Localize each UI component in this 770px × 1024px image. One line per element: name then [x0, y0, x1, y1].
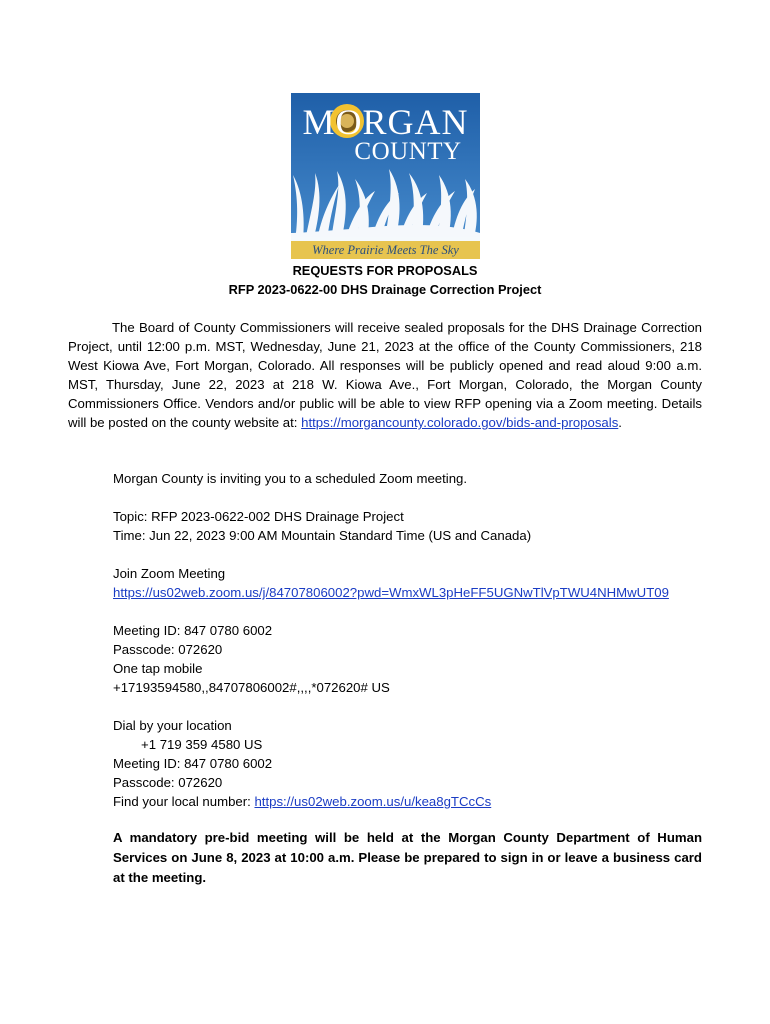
header-title: REQUESTS FOR PROPOSALS	[292, 263, 478, 278]
local-number-link[interactable]: https://us02web.zoom.us/u/kea8gTCcCs	[254, 794, 492, 809]
local-number-label: Find your local number:	[113, 794, 255, 809]
meeting-id-2: Meeting ID: 847 0780 6002	[113, 756, 273, 771]
bids-proposals-link[interactable]: https://morgancounty.colorado.gov/bids-and-proposals	[301, 415, 619, 430]
zoom-time: Time: Jun 22, 2023 9:00 AM Mountain Standard Time (US and Canada)	[113, 528, 532, 543]
one-tap-label: One tap mobile	[113, 661, 203, 676]
intro-period: .	[618, 415, 622, 430]
dial-number: +1 719 359 4580 US	[141, 737, 263, 752]
join-zoom-label: Join Zoom Meeting	[113, 566, 226, 581]
intro-text: The Board of County Commissioners will receive sealed proposals for the DHS Drainage Correction Project, until 12:00 p.m. MST, Wednesday, June 21, 2023 at the office of the County Commissioners, 218 West Kiowa Ave, Fort Morgan, Colorado. All responses will be publicly opened and read aloud 9:00 a.m. MST, Thursday, June 22, 2023 at 218 W. Kiowa Ave., Fort Morgan, Colorado, the Morgan County Commissioners Office. Vendors and/or public will be able to view RFP opening via a Zoom meeting. Details will be posted on the county website at:	[68, 320, 702, 430]
zoom-topic: Topic: RFP 2023-0622-002 DHS Drainage Project	[113, 509, 404, 524]
passcode: Passcode: 072620	[113, 642, 223, 657]
header-rfp-title: RFP 2023-0622-00 DHS Drainage Correction Project	[228, 282, 542, 297]
meeting-id: Meeting ID: 847 0780 6002	[113, 623, 273, 638]
dial-location-label: Dial by your location	[113, 718, 232, 733]
logo-wordmark-county: COUNTY	[354, 138, 462, 165]
morgan-county-logo	[291, 93, 480, 259]
intro-paragraph	[68, 318, 702, 432]
logo-tagline: Where Prairie Meets The Sky	[291, 241, 480, 259]
one-tap-number: +17193594580,,84707806002#,,,,*072620# US	[113, 680, 390, 695]
local-number-line	[113, 792, 713, 811]
zoom-join-link[interactable]: https://us02web.zoom.us/j/84707806002?pwd=WmxWL3pHeFF5UGNwTlVpTWU4NHMwUT09	[113, 585, 669, 600]
passcode-2: Passcode: 072620	[113, 775, 223, 790]
prebid-notice: A mandatory pre-bid meeting will be held at the Morgan County Department of Human Services on June 8, 2023 at 10:00 a.m. Please be prepared to sign in or leave a business card at the meeting.	[113, 830, 702, 885]
logo-wordmark-morgan: MORGAN	[302, 102, 469, 142]
zoom-invite-text: Morgan County is inviting you to a scheduled Zoom meeting.	[113, 471, 468, 486]
